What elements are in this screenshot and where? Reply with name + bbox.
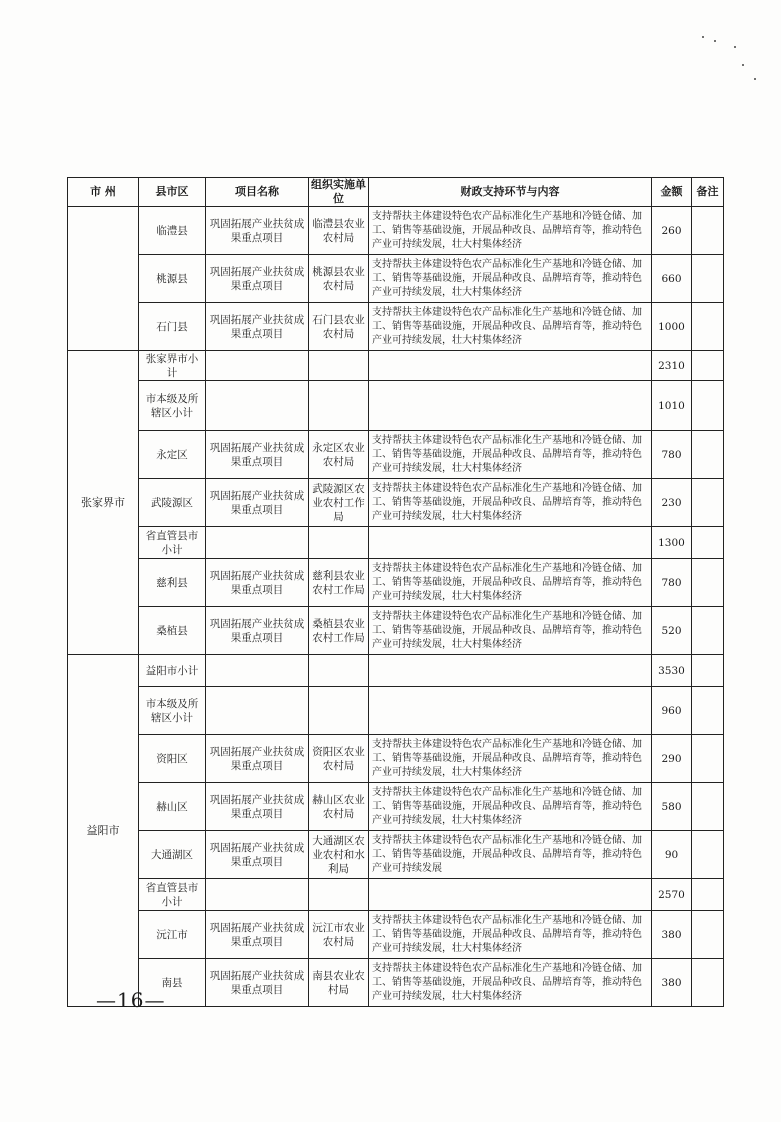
county-cell: 临澧县 — [139, 207, 206, 255]
project-cell: 巩固拓展产业扶贫成果重点项目 — [206, 255, 309, 303]
note-cell — [692, 911, 724, 959]
header-city: 市 州 — [68, 178, 139, 207]
county-cell: 慈利县 — [139, 559, 206, 607]
content-cell: 支持帮扶主体建设特色农产品标准化生产基地和冷链仓储、加工、销售等基础设施，开展品种改良、品牌培育等，推动特色产业可持续发展 — [369, 831, 652, 879]
city-cell — [68, 207, 139, 351]
unit-cell — [309, 879, 369, 911]
table-row — [68, 527, 724, 559]
amount-cell: 90 — [652, 831, 692, 879]
amount-cell: 2310 — [652, 351, 692, 381]
note-cell — [692, 381, 724, 431]
project-cell: 巩固拓展产业扶贫成果重点项目 — [206, 431, 309, 479]
scan-artifact-dots — [700, 28, 760, 88]
content-cell: 支持帮扶主体建设特色农产品标准化生产基地和冷链仓储、加工、销售等基础设施，开展品种改良、品牌培育等，推动特色产业可持续发展，壮大村集体经济 — [369, 607, 652, 655]
unit-cell: 永定区农业农村局 — [309, 431, 369, 479]
amount-cell: 1000 — [652, 303, 692, 351]
county-cell: 益阳市小计 — [139, 655, 206, 687]
unit-cell: 赫山区农业农村局 — [309, 783, 369, 831]
amount-cell: 2570 — [652, 879, 692, 911]
content-cell: 支持帮扶主体建设特色农产品标准化生产基地和冷链仓储、加工、销售等基础设施，开展品种改良、品牌培育等，推动特色产业可持续发展，壮大村集体经济 — [369, 911, 652, 959]
county-cell: 大通湖区 — [139, 831, 206, 879]
amount-cell: 1010 — [652, 381, 692, 431]
project-cell: 巩固拓展产业扶贫成果重点项目 — [206, 911, 309, 959]
project-cell: 巩固拓展产业扶贫成果重点项目 — [206, 735, 309, 783]
note-cell — [692, 687, 724, 735]
unit-cell: 慈利县农业农村工作局 — [309, 559, 369, 607]
note-cell — [692, 559, 724, 607]
header-county: 县市区 — [139, 178, 206, 207]
county-cell: 张家界市小计 — [139, 351, 206, 381]
content-cell — [369, 687, 652, 735]
unit-cell: 桑植县农业农村工作局 — [309, 607, 369, 655]
note-cell — [692, 783, 724, 831]
project-cell — [206, 527, 309, 559]
note-cell — [692, 431, 724, 479]
table-row — [68, 607, 724, 655]
table-header-row — [68, 178, 724, 207]
amount-cell: 960 — [652, 687, 692, 735]
project-cell: 巩固拓展产业扶贫成果重点项目 — [206, 959, 309, 1007]
unit-cell — [309, 687, 369, 735]
note-cell — [692, 303, 724, 351]
header-amount: 金额 — [652, 178, 692, 207]
county-cell: 资阳区 — [139, 735, 206, 783]
table-row — [68, 255, 724, 303]
unit-cell: 资阳区农业农村局 — [309, 735, 369, 783]
content-cell — [369, 351, 652, 381]
table-row — [68, 959, 724, 1007]
county-cell: 永定区 — [139, 431, 206, 479]
city-cell-yiyang: 益阳市 — [68, 655, 139, 1007]
unit-cell — [309, 381, 369, 431]
table-row — [68, 381, 724, 431]
note-cell — [692, 735, 724, 783]
page-number: —16— — [96, 988, 166, 1012]
project-cell — [206, 381, 309, 431]
table-row — [68, 479, 724, 527]
table-row — [68, 559, 724, 607]
county-cell: 桃源县 — [139, 255, 206, 303]
note-cell — [692, 831, 724, 879]
unit-cell: 武陵源区农业农村工作局 — [309, 479, 369, 527]
funding-table — [67, 177, 724, 1007]
note-cell — [692, 479, 724, 527]
project-cell: 巩固拓展产业扶贫成果重点项目 — [206, 207, 309, 255]
project-cell — [206, 879, 309, 911]
amount-cell: 1300 — [652, 527, 692, 559]
table-row — [68, 879, 724, 911]
content-cell: 支持帮扶主体建设特色农产品标准化生产基地和冷链仓储、加工、销售等基础设施，开展品种改良、品牌培育等，推动特色产业可持续发展，壮大村集体经济 — [369, 303, 652, 351]
unit-cell — [309, 655, 369, 687]
county-cell: 石门县 — [139, 303, 206, 351]
table-row — [68, 783, 724, 831]
amount-cell: 380 — [652, 911, 692, 959]
table-row — [68, 655, 724, 687]
county-cell: 桑植县 — [139, 607, 206, 655]
project-cell: 巩固拓展产业扶贫成果重点项目 — [206, 783, 309, 831]
table-row — [68, 207, 724, 255]
note-cell — [692, 959, 724, 1007]
unit-cell: 石门县农业农村局 — [309, 303, 369, 351]
amount-cell: 230 — [652, 479, 692, 527]
table-row — [68, 431, 724, 479]
content-cell: 支持帮扶主体建设特色农产品标准化生产基地和冷链仓储、加工、销售等基础设施，开展品种改良、品牌培育等，推动特色产业可持续发展，壮大村集体经济 — [369, 735, 652, 783]
amount-cell: 290 — [652, 735, 692, 783]
county-cell: 赫山区 — [139, 783, 206, 831]
amount-cell: 780 — [652, 559, 692, 607]
content-cell — [369, 655, 652, 687]
amount-cell: 3530 — [652, 655, 692, 687]
amount-cell: 780 — [652, 431, 692, 479]
header-content: 财政支持环节与内容 — [369, 178, 652, 207]
county-cell: 市本级及所辖区小计 — [139, 687, 206, 735]
project-cell: 巩固拓展产业扶贫成果重点项目 — [206, 559, 309, 607]
project-cell: 巩固拓展产业扶贫成果重点项目 — [206, 303, 309, 351]
content-cell: 支持帮扶主体建设特色农产品标准化生产基地和冷链仓储、加工、销售等基础设施，开展品种改良、品牌培育等，推动特色产业可持续发展，壮大村集体经济 — [369, 959, 652, 1007]
table-row — [68, 735, 724, 783]
table-row — [68, 687, 724, 735]
header-project: 项目名称 — [206, 178, 309, 207]
project-cell — [206, 687, 309, 735]
note-cell — [692, 527, 724, 559]
unit-cell: 沅江市农业农村局 — [309, 911, 369, 959]
unit-cell: 桃源县农业农村局 — [309, 255, 369, 303]
note-cell — [692, 655, 724, 687]
project-cell: 巩固拓展产业扶贫成果重点项目 — [206, 607, 309, 655]
amount-cell: 520 — [652, 607, 692, 655]
note-cell — [692, 879, 724, 911]
project-cell: 巩固拓展产业扶贫成果重点项目 — [206, 831, 309, 879]
unit-cell: 临澧县农业农村局 — [309, 207, 369, 255]
amount-cell: 380 — [652, 959, 692, 1007]
header-note: 备注 — [692, 178, 724, 207]
content-cell: 支持帮扶主体建设特色农产品标准化生产基地和冷链仓储、加工、销售等基础设施，开展品种改良、品牌培育等，推动特色产业可持续发展，壮大村集体经济 — [369, 479, 652, 527]
table-row — [68, 351, 724, 381]
note-cell — [692, 607, 724, 655]
county-cell: 沅江市 — [139, 911, 206, 959]
project-cell — [206, 655, 309, 687]
note-cell — [692, 351, 724, 381]
amount-cell: 580 — [652, 783, 692, 831]
content-cell — [369, 879, 652, 911]
content-cell: 支持帮扶主体建设特色农产品标准化生产基地和冷链仓储、加工、销售等基础设施，开展品种改良、品牌培育等，推动特色产业可持续发展，壮大村集体经济 — [369, 559, 652, 607]
table-row — [68, 303, 724, 351]
city-cell-zhangjiajie: 张家界市 — [68, 351, 139, 655]
county-cell: 南县 — [139, 959, 206, 1007]
amount-cell: 260 — [652, 207, 692, 255]
county-cell: 省直管县市小计 — [139, 527, 206, 559]
unit-cell — [309, 351, 369, 381]
table-row — [68, 831, 724, 879]
note-cell — [692, 207, 724, 255]
content-cell: 支持帮扶主体建设特色农产品标准化生产基地和冷链仓储、加工、销售等基础设施，开展品种改良、品牌培育等，推动特色产业可持续发展，壮大村集体经济 — [369, 783, 652, 831]
amount-cell: 660 — [652, 255, 692, 303]
header-unit: 组织实施单位 — [309, 178, 369, 207]
content-cell — [369, 527, 652, 559]
content-cell — [369, 381, 652, 431]
unit-cell — [309, 527, 369, 559]
content-cell: 支持帮扶主体建设特色农产品标准化生产基地和冷链仓储、加工、销售等基础设施，开展品种改良、品牌培育等，推动特色产业可持续发展，壮大村集体经济 — [369, 207, 652, 255]
unit-cell: 大通湖区农业农村和水利局 — [309, 831, 369, 879]
county-cell: 省直管县市小计 — [139, 879, 206, 911]
table-row — [68, 911, 724, 959]
county-cell: 武陵源区 — [139, 479, 206, 527]
county-cell: 市本级及所辖区小计 — [139, 381, 206, 431]
project-cell: 巩固拓展产业扶贫成果重点项目 — [206, 479, 309, 527]
unit-cell: 南县农业农村局 — [309, 959, 369, 1007]
project-cell — [206, 351, 309, 381]
content-cell: 支持帮扶主体建设特色农产品标准化生产基地和冷链仓储、加工、销售等基础设施，开展品种改良、品牌培育等，推动特色产业可持续发展，壮大村集体经济 — [369, 255, 652, 303]
note-cell — [692, 255, 724, 303]
content-cell: 支持帮扶主体建设特色农产品标准化生产基地和冷链仓储、加工、销售等基础设施，开展品种改良、品牌培育等，推动特色产业可持续发展，壮大村集体经济 — [369, 431, 652, 479]
